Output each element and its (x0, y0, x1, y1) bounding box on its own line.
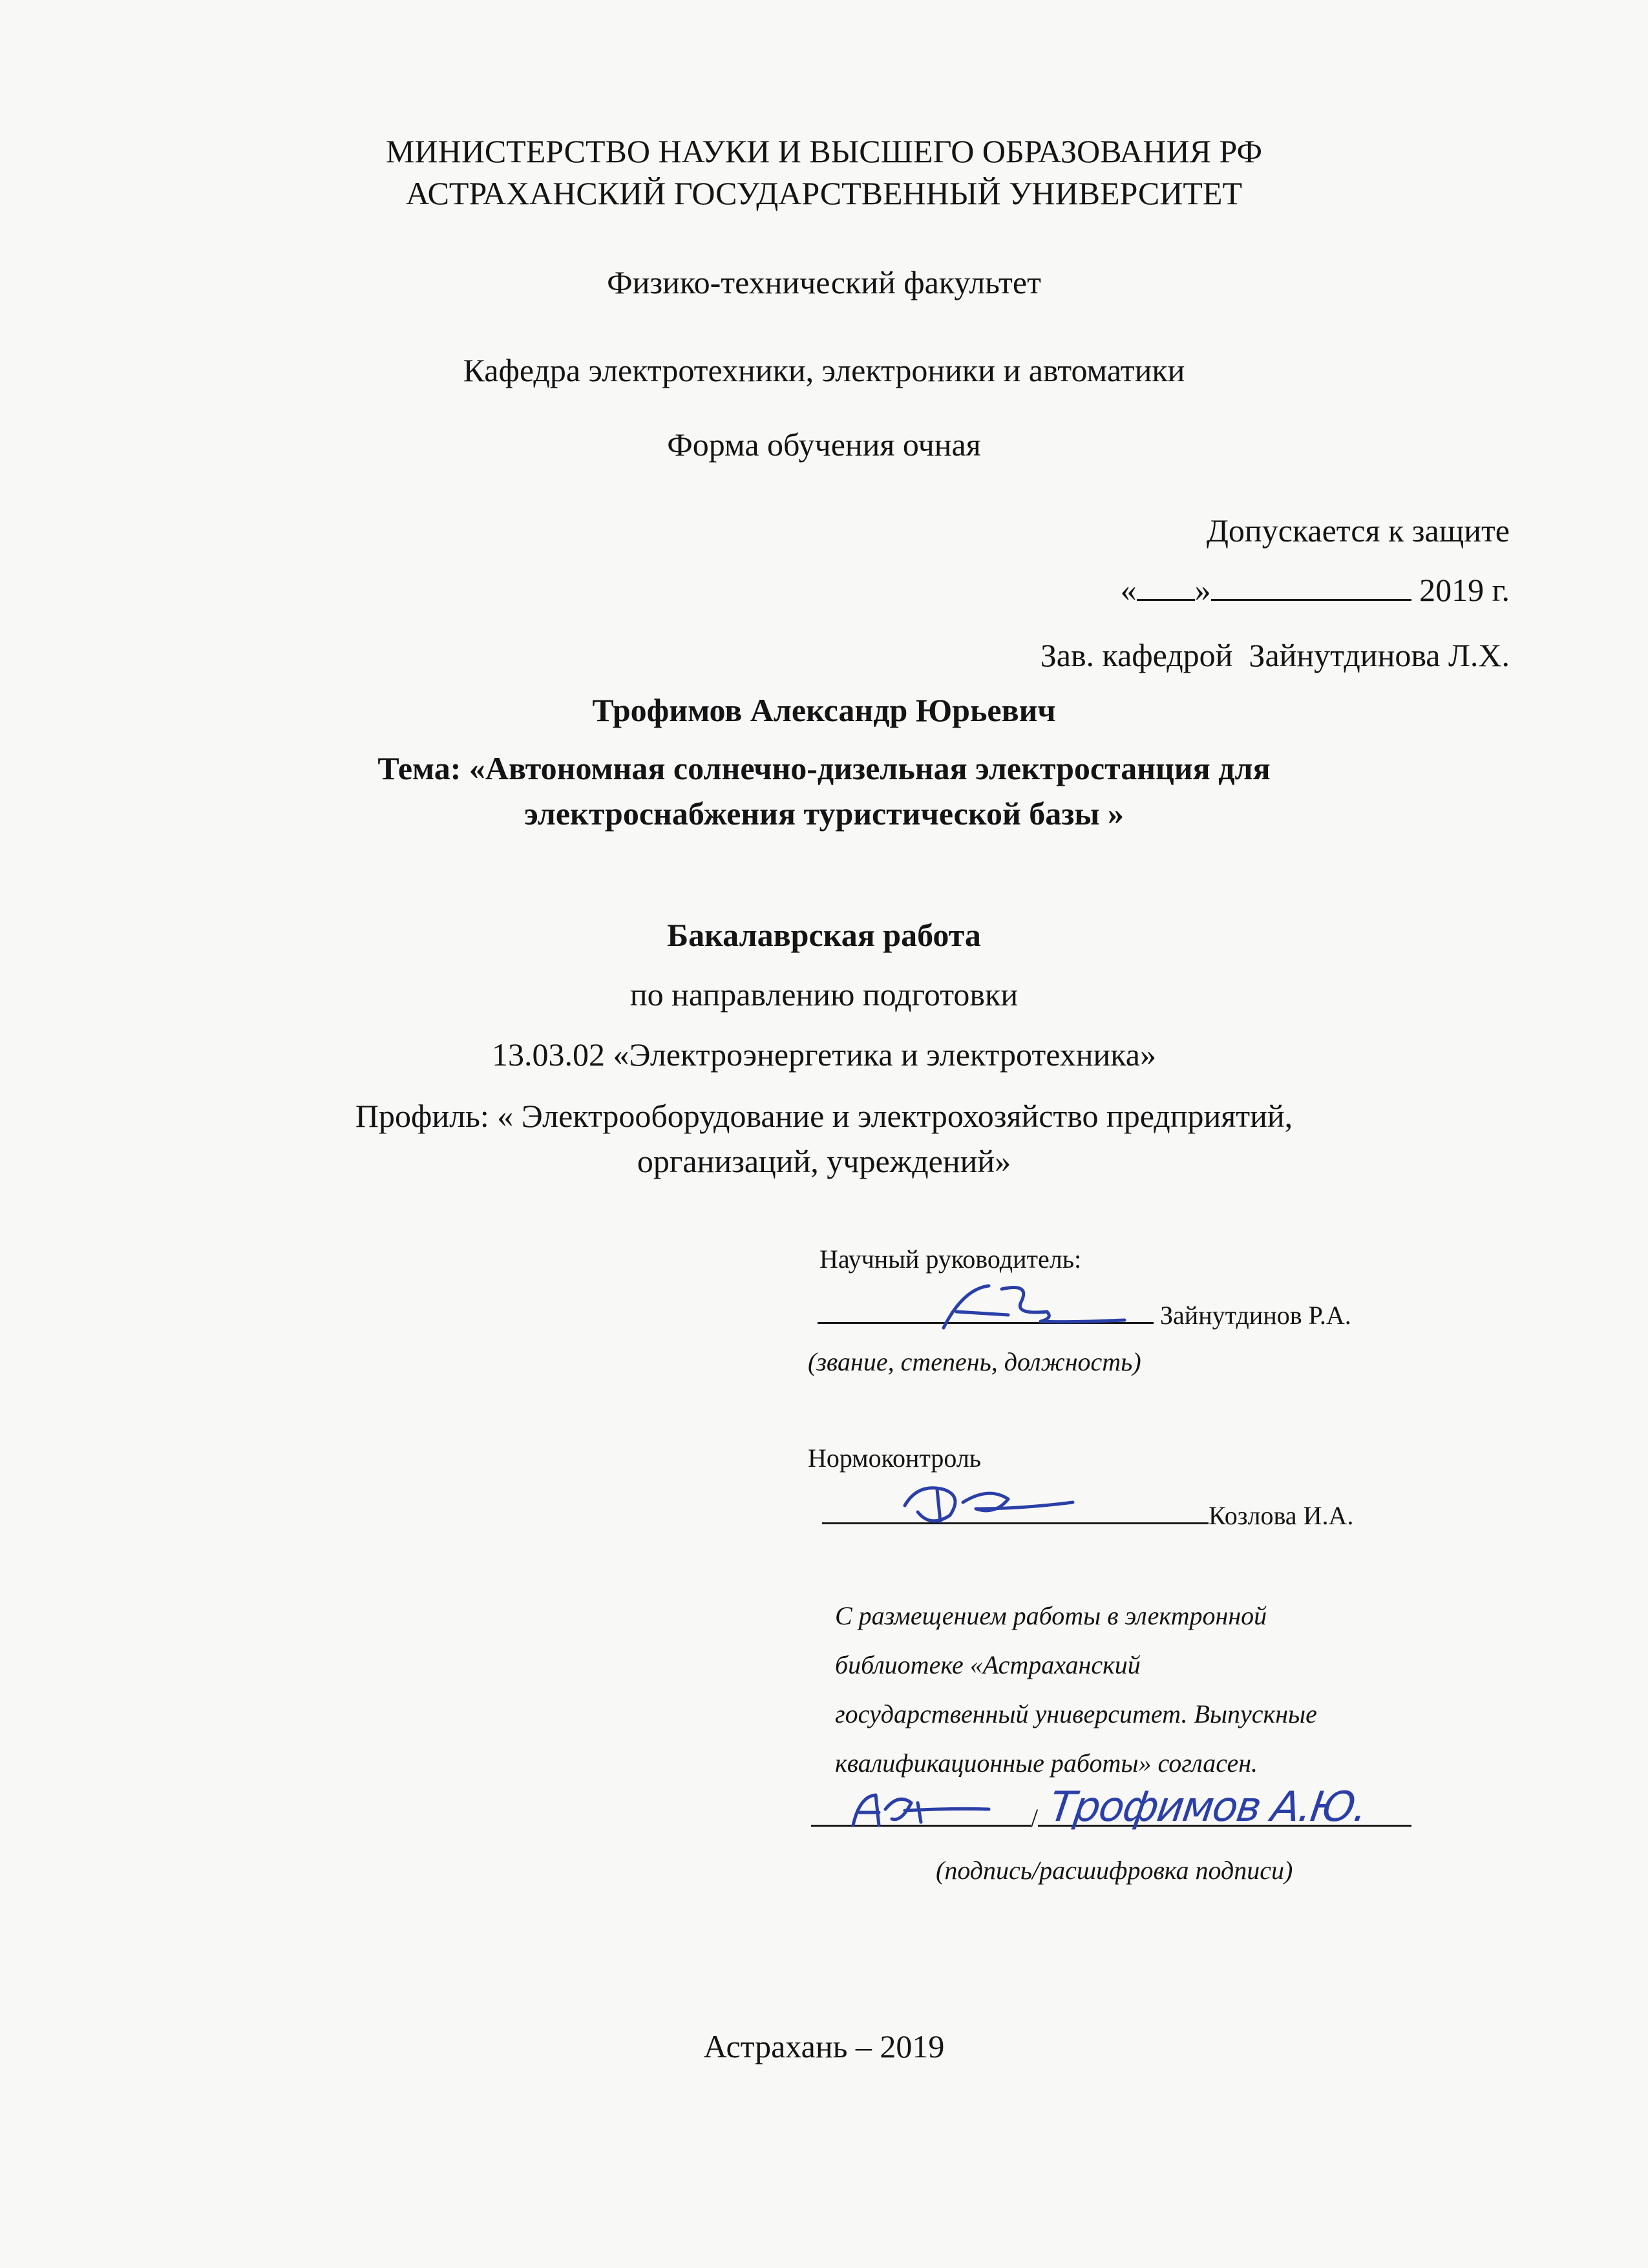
consent-line-2: библиотеке «Астраханский (835, 1650, 1141, 1679)
normcontrol-signature (892, 1476, 1086, 1535)
month-blank (1211, 571, 1411, 601)
supervisor-caption: (звание, степень, должность) (808, 1347, 1141, 1376)
head-of-department: Зав. кафедрой Зайнутдинова Л.Х. (1040, 637, 1510, 673)
direction-label: по направлению подготовки (629, 976, 1019, 1013)
consent-sign-line: / (811, 1801, 1411, 1833)
author-name: Трофимов Александр Юрьевич (592, 692, 1056, 728)
handwritten-name: Трофимов А.Ю. (1046, 1783, 1369, 1831)
consent-line-1: С размещением работы в электронной (835, 1601, 1267, 1630)
normcontrol-label: Нормоконтроль (808, 1444, 982, 1473)
work-type: Бакалаврская работа (667, 917, 981, 953)
supervisor-label: Научный руководитель: (819, 1244, 1082, 1274)
department: Кафедра электротехники, электроники и автоматики (463, 352, 1185, 388)
profile-line-2: организаций, учреждений» (637, 1143, 1011, 1179)
approval-date: « » 2019 г. (1120, 572, 1510, 608)
consent-caption: (подпись/расшифровка подписи) (936, 1856, 1293, 1885)
direction: 13.03.02 «Электроэнергетика и электротехника» (491, 1036, 1156, 1073)
consent-signature (840, 1783, 995, 1835)
normcontrol-sign-line: Козлова И.А. (822, 1499, 1353, 1531)
supervisor-sign-line: Зайнутдинов Р.А. (818, 1299, 1351, 1330)
consent-line-4: квалификационные работы» согласен. (835, 1748, 1258, 1778)
study-form: Форма обучения очная (667, 426, 981, 463)
profile-line-1: Профиль: « Электрооборудование и электрохозяйство предприятий, (355, 1098, 1293, 1134)
ministry-title: МИНИСТЕРСТВО НАУКИ И ВЫСШЕГО ОБРАЗОВАНИЯ РФ (386, 133, 1262, 169)
consent-line-3: государственный университет. Выпускные (835, 1699, 1317, 1728)
topic-line-2: электроснабжения туристической базы » (524, 795, 1124, 832)
supervisor-signature (918, 1276, 1137, 1341)
topic-line-1: Тема: «Автономная солнечно-дизельная электростанция для (377, 750, 1271, 786)
admitted-label: Допускается к защите (1206, 512, 1510, 549)
day-blank (1137, 571, 1195, 601)
university-title: АСТРАХАНСКИЙ ГОСУДАРСТВЕННЫЙ УНИВЕРСИТЕТ (405, 175, 1243, 211)
city-year: Астрахань – 2019 (703, 2028, 945, 2064)
faculty: Физико-технический факультет (607, 264, 1041, 300)
